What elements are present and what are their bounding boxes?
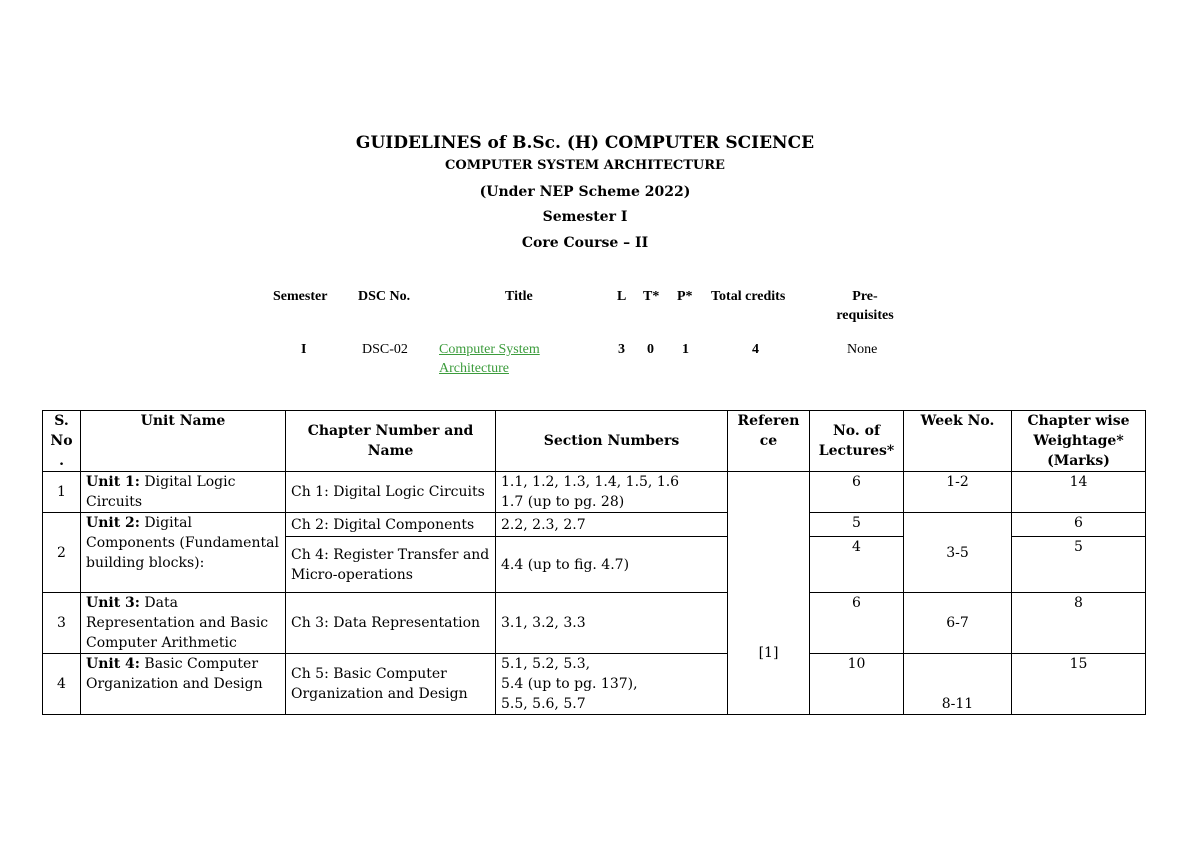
syllabus-table (42, 410, 1146, 715)
week-cell: 6-7 (904, 593, 1012, 654)
course-info-header-title: Title (505, 289, 533, 304)
header-week: Week No. (904, 411, 1012, 472)
lectures-cell: 10 (810, 654, 904, 715)
unit-name: Unit 4: Basic Computer Organization and Design (81, 654, 286, 715)
course-info-credits-value: 4 (752, 342, 759, 357)
table-header-row (43, 411, 1146, 472)
section-numbers: 2.2, 2.3, 2.7 (496, 513, 728, 537)
chapter-name: Ch 3: Data Representation (286, 593, 496, 654)
unit-name: Unit 1: Digital Logic Circuits (81, 472, 286, 513)
unit-sno: 2 (43, 513, 81, 593)
course-info-header-t: T* (643, 289, 660, 304)
header-reference: Referen ce (728, 411, 810, 472)
header-chapter: Chapter Number and Name (286, 411, 496, 472)
course-title-link[interactable] (439, 340, 540, 378)
course-info-header-l: L (617, 289, 627, 304)
weightage-cell: 5 (1012, 537, 1146, 593)
course-title-link-line2[interactable]: Architecture (439, 361, 509, 376)
unit-name: Unit 2: Digital Components (Fundamental building blocks): (81, 513, 286, 593)
week-cell: 3-5 (904, 513, 1012, 593)
reference-cell: [1] (728, 472, 810, 715)
course-info-prereq-value: None (847, 342, 878, 357)
section-numbers: 4.4 (up to fig. 4.7) (496, 537, 728, 593)
header-unit-name: Unit Name (81, 411, 286, 472)
scheme-label: (Under NEP Scheme 2022) (479, 184, 691, 200)
week-cell: 8-11 (904, 654, 1012, 715)
header-weightage: Chapter wise Weightage* (Marks) (1012, 411, 1146, 472)
unit-sno: 1 (43, 472, 81, 513)
chapter-name: Ch 2: Digital Components (286, 513, 496, 537)
course-type-label: Core Course – II (521, 235, 649, 251)
course-info-header-p: P* (677, 289, 693, 304)
subject-title: COMPUTER SYSTEM ARCHITECTURE (445, 158, 725, 173)
lectures-cell: 6 (810, 472, 904, 513)
table-row (43, 654, 1146, 715)
course-info-semester-value: I (301, 342, 307, 357)
course-info-dsc-value: DSC-02 (362, 342, 408, 357)
weightage-cell: 8 (1012, 593, 1146, 654)
course-info-header-prereq (820, 287, 910, 325)
section-numbers: 5.1, 5.2, 5.3, 5.4 (up to pg. 137), 5.5, 5.6, 5.7 (496, 654, 728, 715)
unit-sno: 3 (43, 593, 81, 654)
course-info-p-value: 1 (682, 342, 689, 357)
weightage-cell: 14 (1012, 472, 1146, 513)
chapter-name: Ch 4: Register Transfer and Micro-operations (286, 537, 496, 593)
course-info-t-value: 0 (647, 342, 654, 357)
document-title: GUIDELINES of B.Sc. (H) COMPUTER SCIENCE (355, 133, 815, 153)
lectures-cell: 4 (810, 537, 904, 593)
section-numbers: 1.1, 1.2, 1.3, 1.4, 1.5, 1.6 1.7 (up to pg. 28) (496, 472, 728, 513)
course-title-link-line1[interactable]: Computer System (439, 342, 540, 357)
prereq-line1: Pre- (852, 289, 878, 304)
weightage-cell: 6 (1012, 513, 1146, 537)
header-lectures: No. of Lectures* (810, 411, 904, 472)
lectures-cell: 5 (810, 513, 904, 537)
table-row (43, 513, 1146, 537)
course-info-header-semester: Semester (273, 289, 328, 304)
lectures-cell: 6 (810, 593, 904, 654)
header-sections: Section Numbers (496, 411, 728, 472)
prereq-line2: requisites (836, 308, 894, 323)
weightage-cell: 15 (1012, 654, 1146, 715)
unit-sno: 4 (43, 654, 81, 715)
table-row (43, 472, 1146, 513)
course-info-header-dsc: DSC No. (358, 289, 411, 304)
section-numbers: 3.1, 3.2, 3.3 (496, 593, 728, 654)
unit-name: Unit 3: Data Representation and Basic Computer Arithmetic (81, 593, 286, 654)
course-info-header-total-credits: Total credits (711, 289, 786, 304)
course-info-l-value: 3 (618, 342, 625, 357)
week-cell: 1-2 (904, 472, 1012, 513)
chapter-name: Ch 1: Digital Logic Circuits (286, 472, 496, 513)
header-sno: S. No . (43, 411, 81, 472)
semester-label: Semester I (542, 209, 628, 225)
table-row (43, 593, 1146, 654)
chapter-name: Ch 5: Basic Computer Organization and Design (286, 654, 496, 715)
